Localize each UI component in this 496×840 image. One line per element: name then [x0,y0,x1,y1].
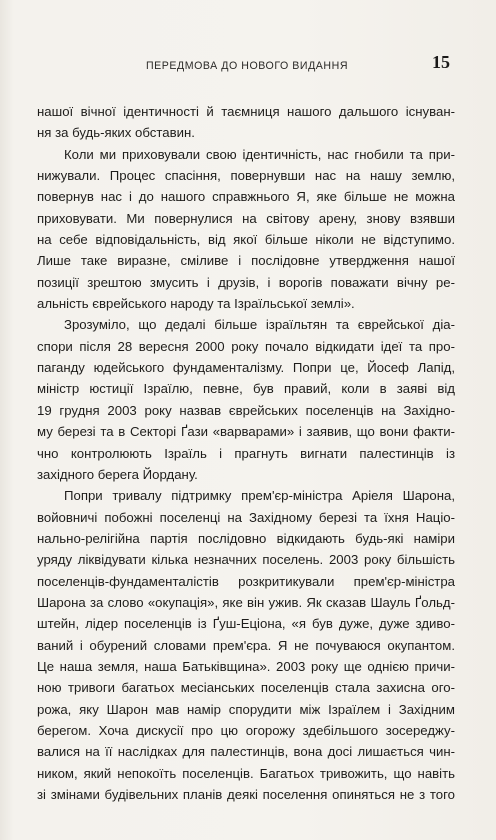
text-line: зі змінами будівельних планів деякі поселення опиняться не з того [37,787,455,802]
text-line: 19 грудня 2003 року назвав єврейських поселенців на Західно- [37,402,455,418]
text-line: ня за будь-яких обставин. [37,125,195,141]
text-line: нижували. Процес спасіння, повернувши нас на нашу землю, [37,168,455,184]
text-line: Попри тривалу підтримку прем'єр-міністра Аріеля Шарона, [64,488,455,504]
text-line: повернув нас і до нашого справжнього Я, яке більше не можна [37,189,455,205]
body-text [37,101,455,805]
page-number: 15 [432,52,450,72]
text-line: рожа, яку Шарон мав намір спорудити між Ізраїлем і Західним [37,701,455,717]
text-line: західного берега Йордану. [37,466,198,482]
text-line: берегом. Хоча дискусії про цю огорожу здебільшого зосереджу- [37,722,455,738]
text-line: ною тривоги багатьох месіанських поселенців стала захисна ого- [37,680,455,696]
text-line: ником, який непокоїть поселенців. Багатьох тривожить, що навіть [37,765,455,781]
text-line: валися на її наслідках для палестинців, вона досі лишається чин- [37,744,455,760]
text-line: спори після 28 вересня 2000 року почало відкидати ідеї та про- [37,338,455,354]
text-line: ваний і обурений словами прем'єра. Я не почуваюся окупантом. [37,637,455,653]
text-line: нашої вічної ідентичності й таємниця нашого дальшого існуван- [37,104,455,119]
text-line: приховувати. Ми повернулися на світову арену, знову взявши [37,210,455,226]
text-line: альність єврейського народу та Ізраїльської землі». [37,296,355,312]
text-line: войовничі побожні поселенці на Західному березі та їхня Націо- [37,509,455,525]
text-line: Зрозуміло, що дедалі більше ізраїльтян та єврейської діа- [64,317,455,333]
text-line: Лише таке виразне, сміливе і послідовне утвердження нашої [37,253,455,269]
text-line: нально-релігійна партія послідовно відкидають будь-які наміри [37,530,455,546]
text-line: Коли ми приховували свою ідентичність, нас гнобили та при- [64,146,455,162]
text-line: уряду ліквідувати кілька незначних поселень. 2003 року більшість [37,552,455,568]
text-line: паганду юдейського фундаменталізму. Попри це, Йосеф Лапід, [37,360,455,376]
text-line: на себе відповідальність, від якої більше ніколи не відступимо. [37,232,455,248]
text-line: Шарона за слово «окупація», яке він ужив. Як сказав Шауль Ґольд- [37,594,455,610]
text-line: му березі та в Секторі Ґази «варварами» і заявив, що вони факти- [37,424,455,440]
running-head: ПЕРЕДМОВА ДО НОВОГО ВИДАННЯ [146,60,349,72]
text-line: міністр юстиції Ізраїлю, певне, був правий, коли в заяві від [37,381,455,397]
text-line: поселенців-фундаменталістів розкритикували прем'єр-міністра [37,573,455,589]
text-line: Це наша земля, наша Батьківщина». 2003 року ще однією причи- [37,658,455,674]
text-line: позиції зрештою змусить і друзів, і ворогів поважати вічну ре- [37,274,455,290]
text-line: чно контролюють Ізраїль і прагнуть вигнати палестинців із [37,445,455,461]
text-line: штейн, лідер поселенців із Ґуш-Еціона, «я був дуже, дуже здиво- [37,616,455,632]
